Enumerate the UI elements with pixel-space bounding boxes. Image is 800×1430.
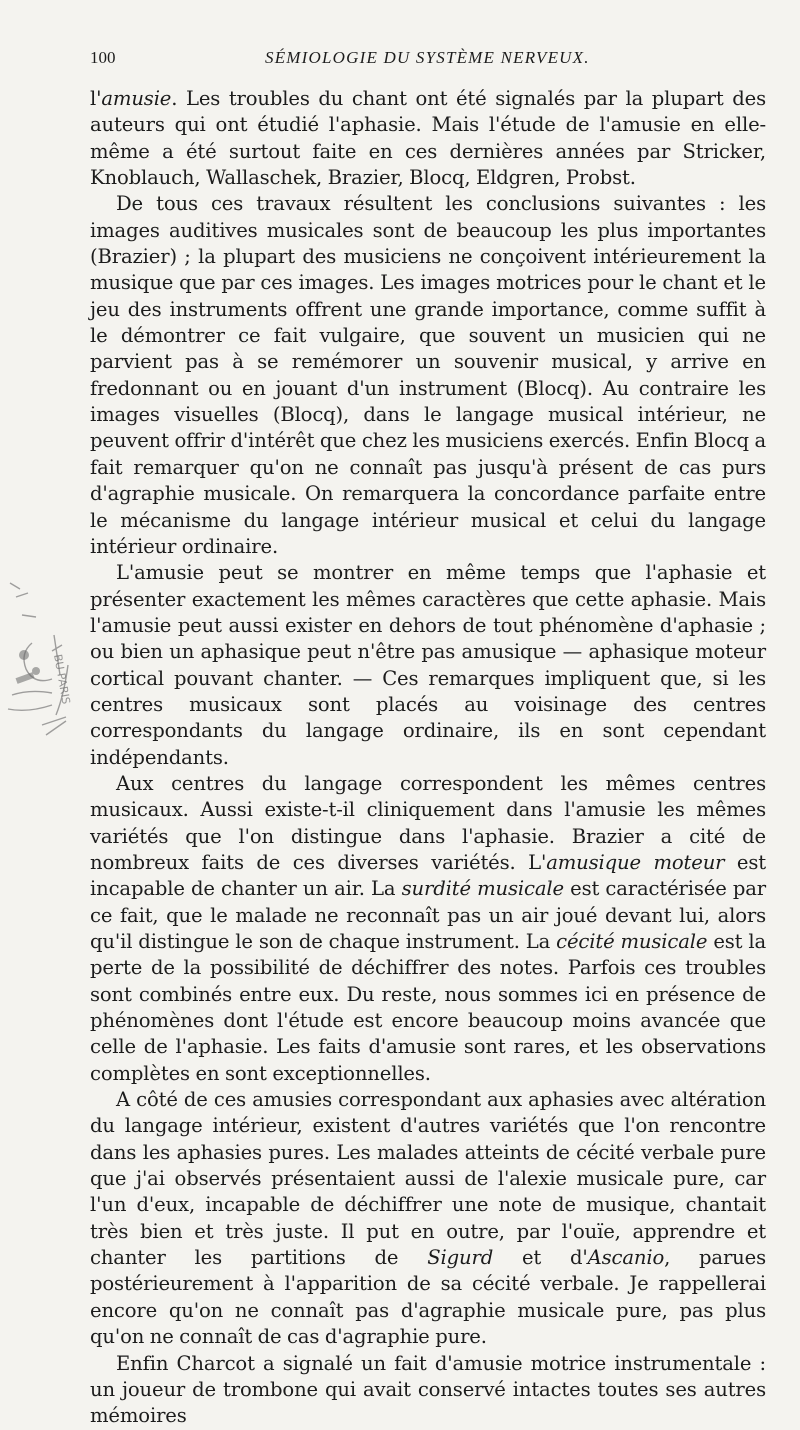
page-number: 100 [90, 48, 116, 67]
paragraph [90, 1351, 766, 1430]
paragraph [90, 560, 766, 771]
paragraph [90, 191, 766, 560]
text-run: L'amusie peut se montrer en même temps que l'aphasie et présenter exactement les mêmes caractères que cette aphasie. Mais l'amusie peut aussi exister en dehors de tout phénomène d'aphasie ; ou bien un aphasique peut n'être pas amusique — aphasique moteur cortical pouvant chanter. — Ces remarques impliquent que, si les centres musicaux sont placés au voisinage des centres correspondants du langage ordinaire, ils en sont cependant indépendants. [90, 561, 766, 769]
library-stamp [2, 575, 82, 750]
text-run: est caractérisée par ce fait, que le malade ne reconnaît pas un air joué devant lui, alors qu'il distingue le son de chaque instrument. La [90, 877, 767, 953]
paragraph [90, 86, 766, 191]
italic-term: Ascanio [587, 1246, 665, 1270]
text-run: , parues postérieurement à l'apparition de sa cécité verbale. Je rappellerai encore qu'on ne connaît pas d'agraphie musicale pure, pas plus qu'on ne connaît de cas d'agraphie pure. [90, 1246, 766, 1349]
text-run: . Les troubles du chant ont été signalés par la plupart des auteurs qui ont étudié l'aphasie. Mais l'étude de l'amusie en elle-même a été surtout faite en ces dernières années par Stricker, Knoblauch, Wallaschek, Brazier, Blocq, Eldgren, Probst. [90, 87, 766, 190]
paragraph [90, 1087, 766, 1350]
italic-term: surdité musicale [401, 877, 564, 901]
text-run: Aux centres du langage correspondent les mêmes centres musicaux. Aussi existe-t-il cliniquement dans l'amusie les mêmes variétés que l'on distingue dans l'aphasie. Brazier a cité de nombreux faits de ces diverses variétés. L' [90, 771, 766, 874]
text-run: est la perte de la possibilité de déchiffrer des notes. Parfois ces troubles sont combinés entre eux. Du reste, nous sommes ici en présence de phénomènes dont l'étude est encore beaucoup moins avancée que celle de l'aphasie. Les faits d'amusie sont rares, et les observations complètes en sont exceptionnelles. [90, 930, 767, 1085]
text-run: l' [90, 87, 102, 110]
paragraph [90, 771, 766, 1087]
running-head [90, 48, 770, 70]
text-run: A côté de ces amusies correspondant aux aphasies avec altération du langage intérieur, existent d'autres variétés que l'on rencontre dans les aphasies pures. Les malades atteints de cécité verbale pure que j'ai observés présentaient aussi de l'alexie musicale pure, car l'un d'eux, incapable de déchiffrer une note de musique, chantait très bien et très juste. Il put en outre, par l'ouïe, apprendre et chanter les partitions de [90, 1088, 766, 1270]
italic-term: amusie [101, 87, 172, 110]
body-text [90, 86, 766, 1430]
italic-term: cécité musicale [556, 930, 708, 953]
text-run: est incapable de chanter un air. La [90, 850, 766, 901]
running-title: SÉMIOLOGIE DU SYSTÈME NERVEUX. [265, 48, 590, 67]
stamp-text: BU PARIS [51, 653, 73, 706]
italic-term: amusique moteur [546, 850, 725, 874]
text-run: Enfin Charcot a signalé un fait d'amusie motrice instrumentale : un joueur de trombone qui avait conservé intactes toutes ses autres mémoires [90, 1351, 766, 1428]
text-run: et d' [493, 1246, 588, 1270]
italic-term: Sigurd [427, 1246, 494, 1270]
text-run: De tous ces travaux résultent les conclusions suivantes : les images auditives musicales sont de beaucoup les plus importantes (Brazier) ; la plupart des musiciens ne conçoivent intérieurement la musique que par ces images. Les images motrices pour le chant et le jeu des instruments offrent une grande importance, comme suffit à le démontrer ce fait vulgaire, que souvent un musicien qui ne parvient pas à se remémorer un souvenir musical, y arrive en fredonnant ou en jouant d'un instrument (Blocq). Au contraire les images visuelles (Blocq), dans le langage musical intérieur, ne peuvent offrir d'intérêt que chez les musiciens exercés. Enfin Blocq a fait remarquer qu'on ne connaît pas jusqu'à présent de cas purs d'agraphie musicale. On remarquera la concordance parfaite entre le mécanisme du langage intérieur musical et celui du langage intérieur ordinaire. [90, 192, 766, 558]
